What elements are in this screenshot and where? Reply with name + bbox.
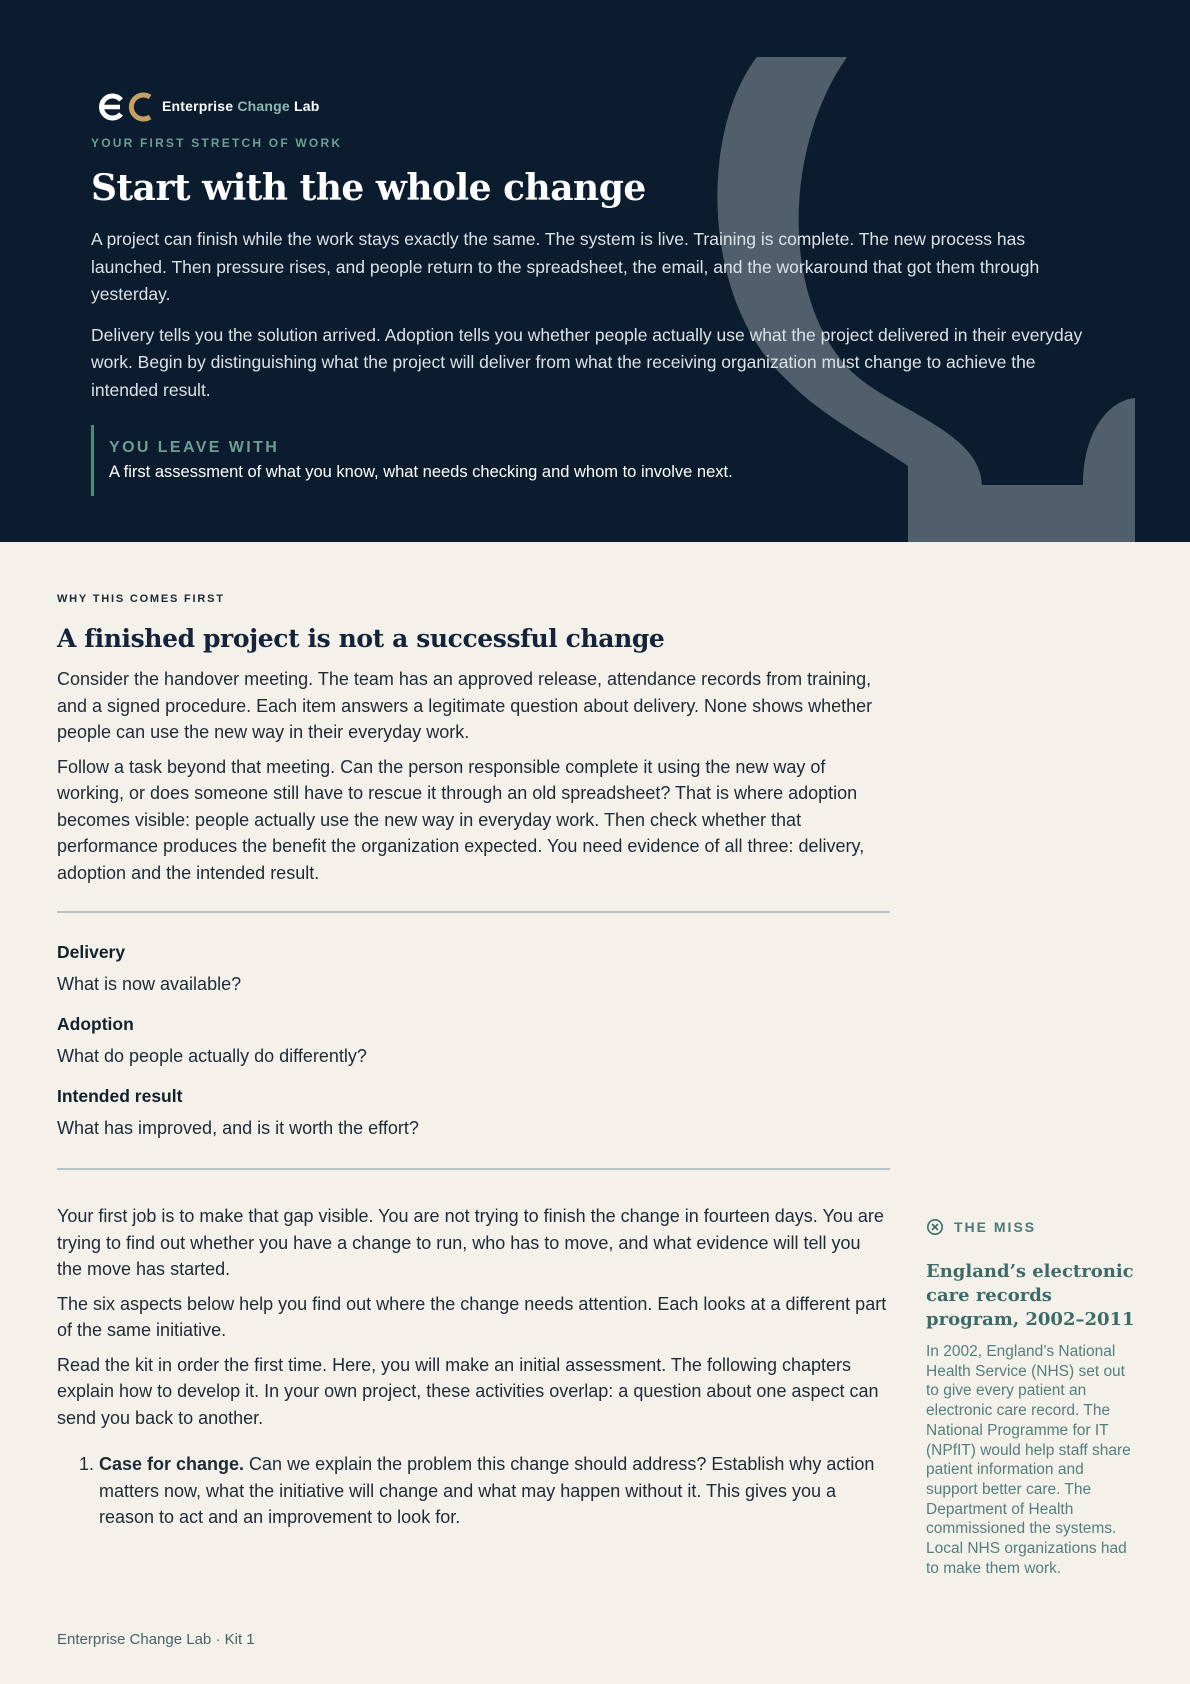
definition-term: Delivery	[57, 942, 126, 962]
definition-question: What do people actually do differently?	[57, 1046, 367, 1066]
body-paragraph: Your first job is to make that gap visible. You are not trying to finish the change in fourteen days. You are trying to find out whether you have a change to run, who has to move, and what evidence will tell you the move has started.	[57, 1206, 884, 1279]
ec-monogram-icon	[96, 88, 154, 124]
hero-paragraph: Delivery tells you the solution arrived. Adoption tells you whether people actually use what the project delivered in their everyday work. Begin by distinguishing what the project will deliver from what the receiving organization must change to achieve the intended result.	[91, 324, 1083, 400]
page-title: Start with the whole change	[91, 167, 646, 209]
page-footer: Enterprise Change Lab · Kit 1	[57, 1631, 255, 1648]
body-paragraph: Follow a task beyond that meeting. Can the person responsible complete it using the new way of working, or does someone still have to rescue it through an old spreadsheet? That is where adoption becomes visible: people actually use the new way in everyday work. Then check whether that performance produces the benefit the organization expected. You need evidence of all three: delivery, adoption and the intended result.	[57, 756, 865, 883]
body-paragraph: Read the kit in order the first time. Here, you will make an initial assessment. The following chapters explain how to develop it. In your own project, these activities overlap: a question about one aspect can send you back to another.	[57, 1354, 879, 1428]
circle-x-icon	[926, 1218, 944, 1236]
leave-with-callout	[91, 425, 1091, 496]
section-eyebrow: WHY THIS COMES FIRST	[57, 593, 225, 605]
brand-logo	[96, 86, 1091, 126]
case-study-title: England’s electronic care records program, 2002–2011	[926, 1261, 1135, 1330]
definition-list	[57, 913, 890, 1168]
definition-term: Intended result	[57, 1086, 183, 1106]
aspects-list	[57, 1451, 890, 1531]
definition-question: What has improved, and is it worth the effort?	[57, 1118, 419, 1138]
body-paragraph: Consider the handover meeting. The team has an approved release, attendance records from training, and a signed procedure. Each item answers a legitimate question about delivery. None shows whether people can use the new way in their everyday work.	[57, 669, 873, 742]
list-item	[99, 1451, 890, 1531]
case-study-body: In 2002, England’s National Health Service (NHS) set out to give every patient an electronic care record. The National Programme for IT (NPfIT) would help staff share patient information and support better care. The Department of Health commissioned the systems. Local NHS organizations had to make them work.	[926, 1343, 1131, 1577]
the-miss-header	[926, 1218, 1136, 1236]
section-title: A finished project is not a successful change	[57, 624, 665, 653]
definition-term: Adoption	[57, 1014, 134, 1034]
list-item-text: Can we explain the problem this change should address? Establish why action matters now, what the initiative will change and what may happen without it. This gives you a reason to act and an improvement to look for.	[99, 1454, 875, 1527]
brand-name: Enterprise Change Lab	[162, 98, 320, 114]
the-miss-sidebar	[926, 1218, 1136, 1578]
definition-item	[57, 1085, 890, 1140]
definition-question: What is now available?	[57, 974, 242, 994]
definition-item	[57, 941, 890, 996]
the-miss-label: THE MISS	[954, 1219, 1037, 1235]
leave-with-label: YOU LEAVE WITH	[109, 439, 280, 456]
leave-with-text: A first assessment of what you know, what needs checking and whom to involve next.	[109, 463, 733, 481]
list-item-lead: Case for change.	[99, 1454, 245, 1474]
definition-item	[57, 1013, 890, 1068]
divider	[57, 1168, 890, 1170]
main-content	[57, 593, 890, 1531]
hero-eyebrow: YOUR FIRST STRETCH OF WORK	[91, 136, 343, 150]
body-paragraph: The six aspects below help you find out where the change needs attention. Each looks at a different part of the same initiative.	[57, 1293, 887, 1340]
hero-banner	[0, 0, 1190, 542]
hero-paragraph: A project can finish while the work stays exactly the same. The system is live. Training is complete. The new process has launched. Then pressure rises, and people return to the spreadsheet, the email, and the workaround that got them through yesterday.	[91, 229, 1040, 304]
